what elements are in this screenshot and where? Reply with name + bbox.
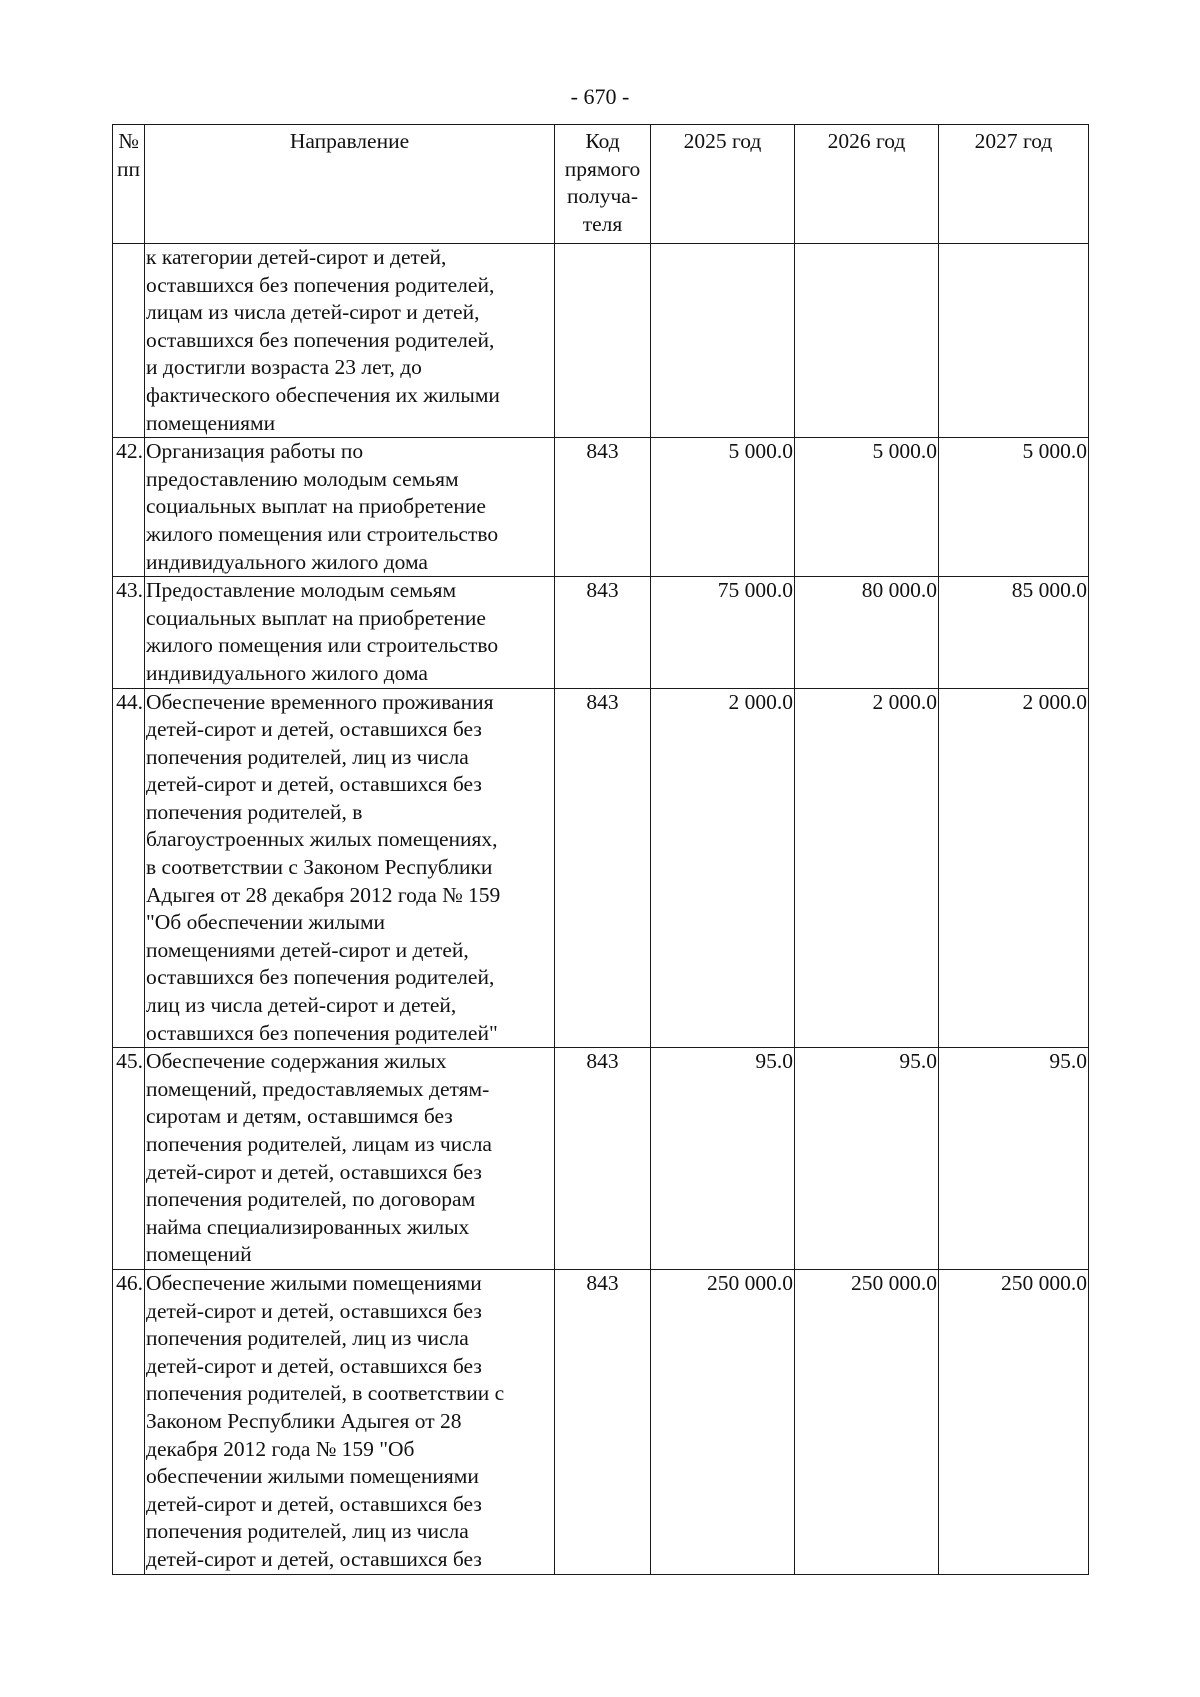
- header-code-line: прямого: [564, 156, 641, 181]
- row-value-2025: 75 000.0: [651, 577, 795, 688]
- direction-line: к категории детей-сирот и детей,: [146, 245, 447, 269]
- header-code: [555, 125, 651, 244]
- direction-line: оставшихся без попечения родителей,: [146, 965, 495, 990]
- table-row: [113, 438, 1089, 577]
- direction-line: социальных выплат на приобретение: [146, 605, 486, 630]
- direction-line: попечения родителей, лиц из числа: [146, 1519, 469, 1544]
- table-row: [113, 577, 1089, 688]
- row-recipient-code: 843: [555, 438, 651, 577]
- direction-line: жилого помещения или строительство: [146, 521, 499, 546]
- table-row: [113, 688, 1089, 1048]
- row-value-2025: 250 000.0: [651, 1269, 795, 1574]
- direction-line: оставшихся без попечения родителей": [146, 1020, 498, 1045]
- row-direction: [145, 1048, 555, 1270]
- direction-line: помещениями: [146, 410, 276, 435]
- row-recipient-code: 843: [555, 688, 651, 1048]
- row-value-2025: [651, 244, 795, 438]
- table-header: [113, 125, 1089, 244]
- row-value-2026: 5 000.0: [795, 438, 939, 577]
- direction-line: детей-сирот и детей, оставшихся без: [146, 1159, 482, 1184]
- direction-line: сиротам и детям, оставшимся без: [146, 1104, 453, 1129]
- direction-line: Адыгея от 28 декабря 2012 года № 159: [146, 882, 501, 907]
- row-number: 45.: [113, 1048, 145, 1270]
- header-code-line: получа-: [567, 184, 638, 209]
- row-recipient-code: 843: [555, 577, 651, 688]
- direction-line: социальных выплат на приобретение: [146, 494, 486, 519]
- row-value-2027: 5 000.0: [939, 438, 1089, 577]
- header-code-line: теля: [582, 211, 623, 236]
- row-value-2026: [795, 244, 939, 438]
- row-recipient-code: 843: [555, 1048, 651, 1270]
- table-row: [113, 244, 1089, 438]
- direction-line: декабря 2012 года № 159 "Об: [146, 1436, 415, 1461]
- row-value-2027: 85 000.0: [939, 577, 1089, 688]
- direction-line: "Об обеспечении жилыми: [146, 910, 386, 935]
- direction-line: обеспечении жилыми помещениями: [146, 1464, 479, 1489]
- direction-line: попечения родителей, лиц из числа: [146, 1326, 469, 1351]
- direction-line: найма специализированных жилых: [146, 1214, 470, 1239]
- direction-line: попечения родителей, по договорам: [146, 1187, 476, 1212]
- direction-line: попечения родителей, в соответствии с: [146, 1381, 505, 1406]
- direction-line: лицам из числа детей-сирот и детей,: [146, 300, 480, 325]
- direction-line: индивидуального жилого дома: [146, 660, 428, 685]
- row-value-2026: 250 000.0: [795, 1269, 939, 1574]
- row-number: [113, 244, 145, 438]
- header-num: [113, 125, 145, 244]
- direction-line: фактического обеспечения их жилыми: [146, 382, 500, 407]
- direction-line: Предоставление молодым семьям: [146, 578, 457, 603]
- row-recipient-code: 843: [555, 1269, 651, 1574]
- direction-line: жилого помещения или строительство: [146, 633, 499, 658]
- header-num-line: №: [118, 129, 139, 153]
- header-row: [113, 125, 1089, 244]
- header-year-2027: 2027 год: [939, 125, 1089, 244]
- row-number: 42.: [113, 438, 145, 577]
- header-direction: Направление: [145, 125, 555, 244]
- table-row: [113, 1048, 1089, 1270]
- row-number: 43.: [113, 577, 145, 688]
- row-direction: [145, 244, 555, 438]
- direction-line: помещений: [146, 1242, 252, 1267]
- row-direction: [145, 1269, 555, 1574]
- direction-line: Обеспечение содержания жилых: [146, 1049, 447, 1074]
- direction-line: предоставлению молодым семьям: [146, 466, 459, 491]
- row-number: 46.: [113, 1269, 145, 1574]
- row-value-2026: 95.0: [795, 1048, 939, 1270]
- direction-line: Организация работы по: [146, 439, 364, 464]
- direction-line: лиц из числа детей-сирот и детей,: [146, 993, 457, 1018]
- direction-line: детей-сирот и детей, оставшихся без: [146, 772, 482, 797]
- direction-line: благоустроенных жилых помещениях,: [146, 827, 498, 852]
- row-value-2027: 2 000.0: [939, 688, 1089, 1048]
- row-value-2027: 95.0: [939, 1048, 1089, 1270]
- row-number: 44.: [113, 688, 145, 1048]
- direction-line: оставшихся без попечения родителей,: [146, 327, 495, 352]
- direction-line: детей-сирот и детей, оставшихся без: [146, 1298, 482, 1323]
- row-direction: [145, 577, 555, 688]
- row-value-2025: 95.0: [651, 1048, 795, 1270]
- direction-line: в соответствии с Законом Республики: [146, 855, 493, 880]
- direction-line: детей-сирот и детей, оставшихся без: [146, 717, 482, 742]
- direction-line: оставшихся без попечения родителей,: [146, 272, 495, 297]
- row-value-2027: 250 000.0: [939, 1269, 1089, 1574]
- direction-line: попечения родителей, лицам из числа: [146, 1132, 492, 1156]
- row-value-2025: 2 000.0: [651, 688, 795, 1048]
- row-direction: [145, 688, 555, 1048]
- table-row: [113, 1269, 1089, 1574]
- direction-line: попечения родителей, в: [146, 799, 363, 824]
- direction-line: детей-сирот и детей, оставшихся без: [146, 1491, 482, 1516]
- direction-line: Обеспечение временного проживания: [146, 689, 494, 714]
- direction-line: детей-сирот и детей, оставшихся без: [146, 1546, 482, 1571]
- row-value-2025: 5 000.0: [651, 438, 795, 577]
- header-year-2026: 2026 год: [795, 125, 939, 244]
- row-value-2026: 80 000.0: [795, 577, 939, 688]
- row-direction: [145, 438, 555, 577]
- row-recipient-code: [555, 244, 651, 438]
- direction-line: и достигли возраста 23 лет, до: [146, 355, 422, 380]
- direction-line: Обеспечение жилыми помещениями: [146, 1270, 482, 1295]
- page-number: - 670 -: [570, 84, 630, 109]
- direction-line: индивидуального жилого дома: [146, 549, 428, 574]
- direction-line: помещениями детей-сирот и детей,: [146, 937, 469, 962]
- header-year-2025: 2025 год: [651, 125, 795, 244]
- header-num-line: пп: [116, 156, 140, 181]
- direction-line: Законом Республики Адыгея от 28: [146, 1408, 462, 1433]
- header-code-line: Код: [585, 129, 620, 153]
- direction-line: детей-сирот и детей, оставшихся без: [146, 1353, 482, 1378]
- row-value-2026: 2 000.0: [795, 688, 939, 1048]
- budget-table: [112, 124, 1089, 1575]
- row-value-2027: [939, 244, 1089, 438]
- direction-line: помещений, предоставляемых детям-: [146, 1076, 490, 1101]
- table-body: [113, 244, 1089, 1575]
- direction-line: попечения родителей, лиц из числа: [146, 744, 469, 769]
